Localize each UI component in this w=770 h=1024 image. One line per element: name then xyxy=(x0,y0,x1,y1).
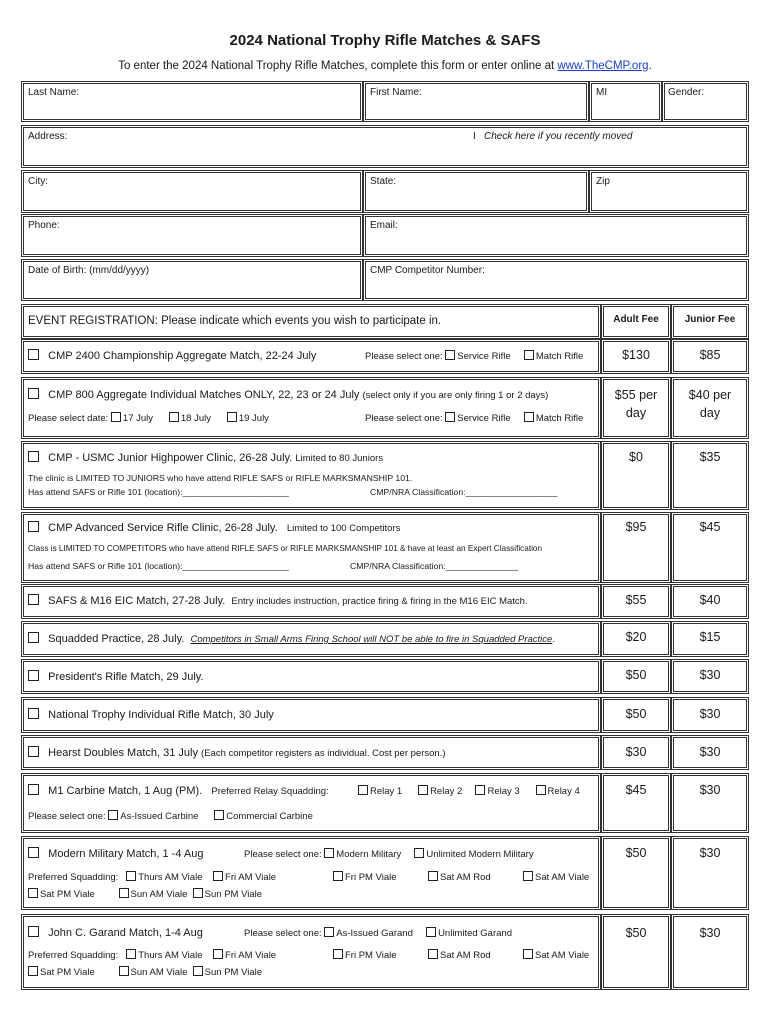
moved-checkbox[interactable]: I xyxy=(473,131,476,142)
commercial-carbine-checkbox[interactable] xyxy=(214,810,224,820)
event-presidents xyxy=(28,670,204,683)
select-label: Please select one: xyxy=(28,811,106,822)
subtitle-text: To enter the 2024 National Trophy Rifle Matches, complete this form or enter online at xyxy=(118,60,555,72)
event-detail: Has attend SAFS or Rifle 101 (location):______________________ xyxy=(28,487,289,497)
squad-checkbox[interactable] xyxy=(428,949,438,959)
event-cmp800 xyxy=(28,388,548,401)
option-label: Service Rifle xyxy=(457,351,511,362)
option-label: Unlimited Modern Military xyxy=(426,849,534,860)
event-name: CMP 800 Aggregate Individual Matches ONLY, 22, 23 or 24 July xyxy=(48,389,360,401)
event-name: M1 Carbine Match, 1 Aug (PM). xyxy=(48,785,203,797)
junior-fee: $30 xyxy=(699,783,721,797)
event-note-end: . xyxy=(552,634,555,645)
squadding-row-1 xyxy=(28,871,276,883)
event-row xyxy=(21,773,601,833)
adult-fee-header: Adult Fee xyxy=(613,314,659,325)
address-field[interactable] xyxy=(21,125,749,168)
adult-fee: $50 xyxy=(625,926,647,940)
date-options xyxy=(28,412,269,424)
event-checkbox[interactable] xyxy=(28,847,39,858)
adult-fee: $55 xyxy=(625,593,647,607)
fee-line: day xyxy=(625,406,647,420)
option-label: Sun PM Viale xyxy=(204,889,263,900)
address-label: Address: xyxy=(28,131,68,142)
option-label: 17 July xyxy=(122,413,154,424)
squad-option xyxy=(523,871,589,883)
event-note: (Each competitor registers as individual. Cost per person.) xyxy=(201,748,446,759)
squad-checkbox[interactable] xyxy=(523,949,533,959)
squad-checkbox[interactable] xyxy=(213,871,223,881)
dob-label: Date of Birth: (mm/dd/yyyy) xyxy=(28,265,150,276)
squad-option xyxy=(428,949,491,961)
event-detail: The clinic is LIMITED TO JUNIORS who have attend RIFLE SAFS or RIFLE MARKSMANSHIP 101. xyxy=(28,473,413,483)
unlimited-modern-military-checkbox[interactable] xyxy=(414,848,424,858)
junior-fee: $30 xyxy=(699,668,721,682)
squad-checkbox[interactable] xyxy=(333,871,343,881)
event-name: CMP 2400 Championship Aggregate Match, 22-24 July xyxy=(48,350,317,362)
event-detail: Class is LIMITED TO COMPETITORS who have attend RIFLE SAFS or RIFLE MARKSMANSHIP 101 & have at least an Expert Classification xyxy=(28,544,543,553)
modern-military-options xyxy=(244,848,534,860)
junior-fee: $45 xyxy=(699,520,721,534)
squad-checkbox[interactable] xyxy=(119,966,129,976)
event-name: SAFS & M16 EIC Match, 27-28 July. xyxy=(48,595,226,607)
event-name: Hearst Doubles Match, 31 July xyxy=(48,747,198,759)
event-garand xyxy=(28,926,203,939)
junior-fee: $35 xyxy=(699,450,721,464)
squad-option xyxy=(333,871,397,883)
subtitle-end: . xyxy=(648,60,652,72)
date-17-checkbox[interactable] xyxy=(111,412,121,422)
service-rifle-checkbox[interactable] xyxy=(445,412,455,422)
option-label: Sat PM Viale xyxy=(40,967,95,978)
form-title: 2024 National Trophy Rifle Matches & SAFS xyxy=(229,32,541,49)
junior-fee-cell xyxy=(671,773,749,833)
squadding-row-1 xyxy=(28,949,276,961)
event-checkbox[interactable] xyxy=(28,632,39,643)
fee-line: $55 per xyxy=(614,388,658,402)
adult-fee: $45 xyxy=(625,783,647,797)
phone-label: Phone: xyxy=(28,220,60,231)
adult-fee: $95 xyxy=(625,520,647,534)
junior-fee-header: Junior Fee xyxy=(684,314,736,325)
service-rifle-checkbox[interactable] xyxy=(445,350,455,360)
date-label: Please select date: xyxy=(28,413,109,424)
event-options xyxy=(365,350,583,362)
option-label: Service Rifle xyxy=(457,413,511,424)
option-label: Commercial Carbine xyxy=(226,811,313,822)
gender-label: Gender: xyxy=(668,87,705,98)
event-safs-m16 xyxy=(28,594,528,607)
squad-checkbox[interactable] xyxy=(119,888,129,898)
option-label: Sun AM Viale xyxy=(130,967,188,978)
option-label: Fri AM Viale xyxy=(225,950,277,961)
event-detail: CMP/NRA Classification:___________________ xyxy=(370,487,558,497)
squad-label: Preferred Squadding: xyxy=(28,950,119,961)
event-name: Modern Military Match, 1 -4 Aug xyxy=(48,848,204,860)
garand-options xyxy=(244,927,512,939)
option-label: Sat AM Viale xyxy=(535,872,590,883)
event-checkbox[interactable] xyxy=(28,670,39,681)
select-label: Please select one: xyxy=(244,849,322,860)
adult-fee: $0 xyxy=(629,450,643,464)
option-label: Thurs AM Viale xyxy=(138,872,203,883)
junior-fee: $40 xyxy=(699,593,721,607)
option-label: Match Rifle xyxy=(535,413,584,424)
junior-fee: $30 xyxy=(699,745,721,759)
mi-label: MI xyxy=(596,87,608,98)
event-checkbox[interactable] xyxy=(28,708,39,719)
option-label: Relay 2 xyxy=(430,786,463,797)
option-label: Unlimited Garand xyxy=(438,928,512,939)
email-label: Email: xyxy=(370,220,398,231)
zip-label: Zip xyxy=(596,176,610,187)
event-limit: Limited to 80 Juniors xyxy=(295,453,384,464)
event-m1-carbine xyxy=(28,784,329,797)
event-cmp2400 xyxy=(28,349,316,362)
event-name: Squadded Practice, 28 July. xyxy=(48,633,185,645)
adult-fee: $30 xyxy=(625,745,647,759)
carbine-options xyxy=(28,810,313,822)
relay-options xyxy=(358,785,580,797)
event-checkbox[interactable] xyxy=(28,521,39,532)
event-hearst xyxy=(28,746,446,759)
date-18-checkbox[interactable] xyxy=(169,412,179,422)
event-checkbox[interactable] xyxy=(28,784,39,795)
city-field[interactable] xyxy=(21,170,363,213)
adult-fee: $50 xyxy=(625,668,647,682)
squad-label: Preferred Squadding: xyxy=(28,872,119,883)
option-label: Fri PM Viale xyxy=(345,872,397,883)
event-name: John C. Garand Match, 1-4 Aug xyxy=(48,927,203,939)
state-label: State: xyxy=(370,176,397,187)
event-name: President's Rifle Match, 29 July. xyxy=(48,671,204,683)
event-checkbox[interactable] xyxy=(28,594,39,605)
event-checkbox[interactable] xyxy=(28,388,39,399)
event-national-trophy xyxy=(28,708,274,721)
squad-checkbox[interactable] xyxy=(193,888,203,898)
squad-checkbox[interactable] xyxy=(333,949,343,959)
event-junior-clinic xyxy=(28,451,383,464)
option-label: Sat AM Rod xyxy=(440,950,491,961)
squad-checkbox[interactable] xyxy=(126,949,136,959)
junior-fee xyxy=(671,386,749,422)
moved-label: Check here if you recently moved xyxy=(484,131,633,142)
form-subtitle xyxy=(0,60,770,72)
event-checkbox[interactable] xyxy=(28,349,39,360)
as-issued-garand-checkbox[interactable] xyxy=(324,927,334,937)
modern-military-checkbox[interactable] xyxy=(324,848,334,858)
event-note: (select only if you are only firing 1 or 2 days) xyxy=(362,390,549,401)
date-19-checkbox[interactable] xyxy=(227,412,237,422)
option-label: Sat AM Viale xyxy=(535,950,590,961)
option-label: Modern Military xyxy=(336,849,402,860)
squad-checkbox[interactable] xyxy=(126,871,136,881)
as-issued-carbine-checkbox[interactable] xyxy=(108,810,118,820)
squadding-row-2 xyxy=(28,888,262,900)
event-name: National Trophy Individual Rifle Match, 30 July xyxy=(48,709,274,721)
option-label: Thurs AM Viale xyxy=(138,950,203,961)
relay-3-checkbox[interactable] xyxy=(475,785,485,795)
event-limit: Limited to 100 Competitors xyxy=(286,523,401,534)
unlimited-garand-checkbox[interactable] xyxy=(426,927,436,937)
option-label: 18 July xyxy=(180,413,211,424)
adult-fee-cell xyxy=(601,773,671,833)
event-checkbox[interactable] xyxy=(28,926,39,937)
adult-fee: $130 xyxy=(622,348,650,362)
option-label: Relay 3 xyxy=(487,786,520,797)
event-modern-military xyxy=(28,847,203,860)
event-row xyxy=(21,377,601,439)
option-label: Relay 4 xyxy=(547,786,580,797)
first-name-label: First Name: xyxy=(370,87,422,98)
rifle-options xyxy=(365,412,583,424)
email-field[interactable] xyxy=(363,214,749,257)
option-label: Relay 1 xyxy=(370,786,403,797)
squad-option xyxy=(333,949,397,961)
zip-field[interactable] xyxy=(589,170,749,213)
adult-fee: $50 xyxy=(625,707,647,721)
junior-fee: $85 xyxy=(699,348,721,362)
adult-fee: $50 xyxy=(625,846,647,860)
event-name: CMP - USMC Junior Highpower Clinic, 26-28 July. xyxy=(48,452,293,464)
event-name: CMP Advanced Service Rifle Clinic, 26-28 July. xyxy=(48,522,278,534)
squad-checkbox[interactable] xyxy=(28,888,38,898)
option-label: Fri PM Viale xyxy=(345,950,397,961)
option-label: Fri AM Viale xyxy=(225,872,277,883)
squad-checkbox[interactable] xyxy=(28,966,38,976)
squad-checkbox[interactable] xyxy=(193,966,203,976)
option-label: As-Issued Carbine xyxy=(120,811,199,822)
event-detail: Has attend SAFS or Rifle 101 (location):______________________ xyxy=(28,561,289,571)
option-label: Sat AM Rod xyxy=(440,872,491,883)
option-label: Match Rifle xyxy=(535,351,584,362)
select-label: Please select one: xyxy=(244,928,322,939)
junior-fee: $30 xyxy=(699,846,721,860)
adult-fee: $20 xyxy=(625,630,647,644)
option-label: As-Issued Garand xyxy=(336,928,413,939)
fee-line: $40 per xyxy=(688,388,732,402)
select-label: Please select one: xyxy=(365,351,443,362)
event-checkbox[interactable] xyxy=(28,451,39,462)
option-label: Sat PM Viale xyxy=(40,889,95,900)
event-squadded-practice xyxy=(28,632,555,645)
squad-option xyxy=(428,871,491,883)
match-rifle-checkbox[interactable] xyxy=(524,412,534,422)
event-detail: CMP/NRA Classification:_______________ xyxy=(350,561,519,571)
option-label: 19 July xyxy=(238,413,269,424)
city-label: City: xyxy=(28,176,48,187)
junior-fee: $30 xyxy=(699,926,721,940)
junior-fee: $15 xyxy=(699,630,721,644)
option-label: Sun PM Viale xyxy=(204,967,263,978)
junior-fee: $30 xyxy=(699,707,721,721)
state-field[interactable] xyxy=(363,170,589,213)
squad-checkbox[interactable] xyxy=(428,871,438,881)
event-advanced-clinic xyxy=(28,521,400,534)
match-rifle-checkbox[interactable] xyxy=(524,350,534,360)
phone-field[interactable] xyxy=(21,214,363,257)
event-note: Entry includes instruction, practice firing & firing in the M16 EIC Match. xyxy=(231,596,528,607)
event-note: Competitors in Small Arms Firing School will NOT be able to fire in Squadded Practice xyxy=(190,634,553,645)
option-label: Sun AM Viale xyxy=(130,889,188,900)
competitor-number-label: CMP Competitor Number: xyxy=(370,265,485,276)
last-name-label: Last Name: xyxy=(28,87,80,98)
relay-1-checkbox[interactable] xyxy=(358,785,368,795)
squad-checkbox[interactable] xyxy=(523,871,533,881)
fee-line: day xyxy=(699,406,721,420)
squadding-row-2 xyxy=(28,966,262,978)
select-label: Please select one: xyxy=(365,413,443,424)
cmp-link[interactable]: www.TheCMP.org xyxy=(557,60,649,72)
relay-label: Preferred Relay Squadding: xyxy=(211,786,329,797)
relay-4-checkbox[interactable] xyxy=(536,785,546,795)
adult-fee xyxy=(601,386,671,422)
event-checkbox[interactable] xyxy=(28,746,39,757)
relay-2-checkbox[interactable] xyxy=(418,785,428,795)
registration-heading: EVENT REGISTRATION: Please indicate which events you wish to participate in. xyxy=(28,315,442,327)
squad-checkbox[interactable] xyxy=(213,949,223,959)
squad-option xyxy=(523,949,589,961)
